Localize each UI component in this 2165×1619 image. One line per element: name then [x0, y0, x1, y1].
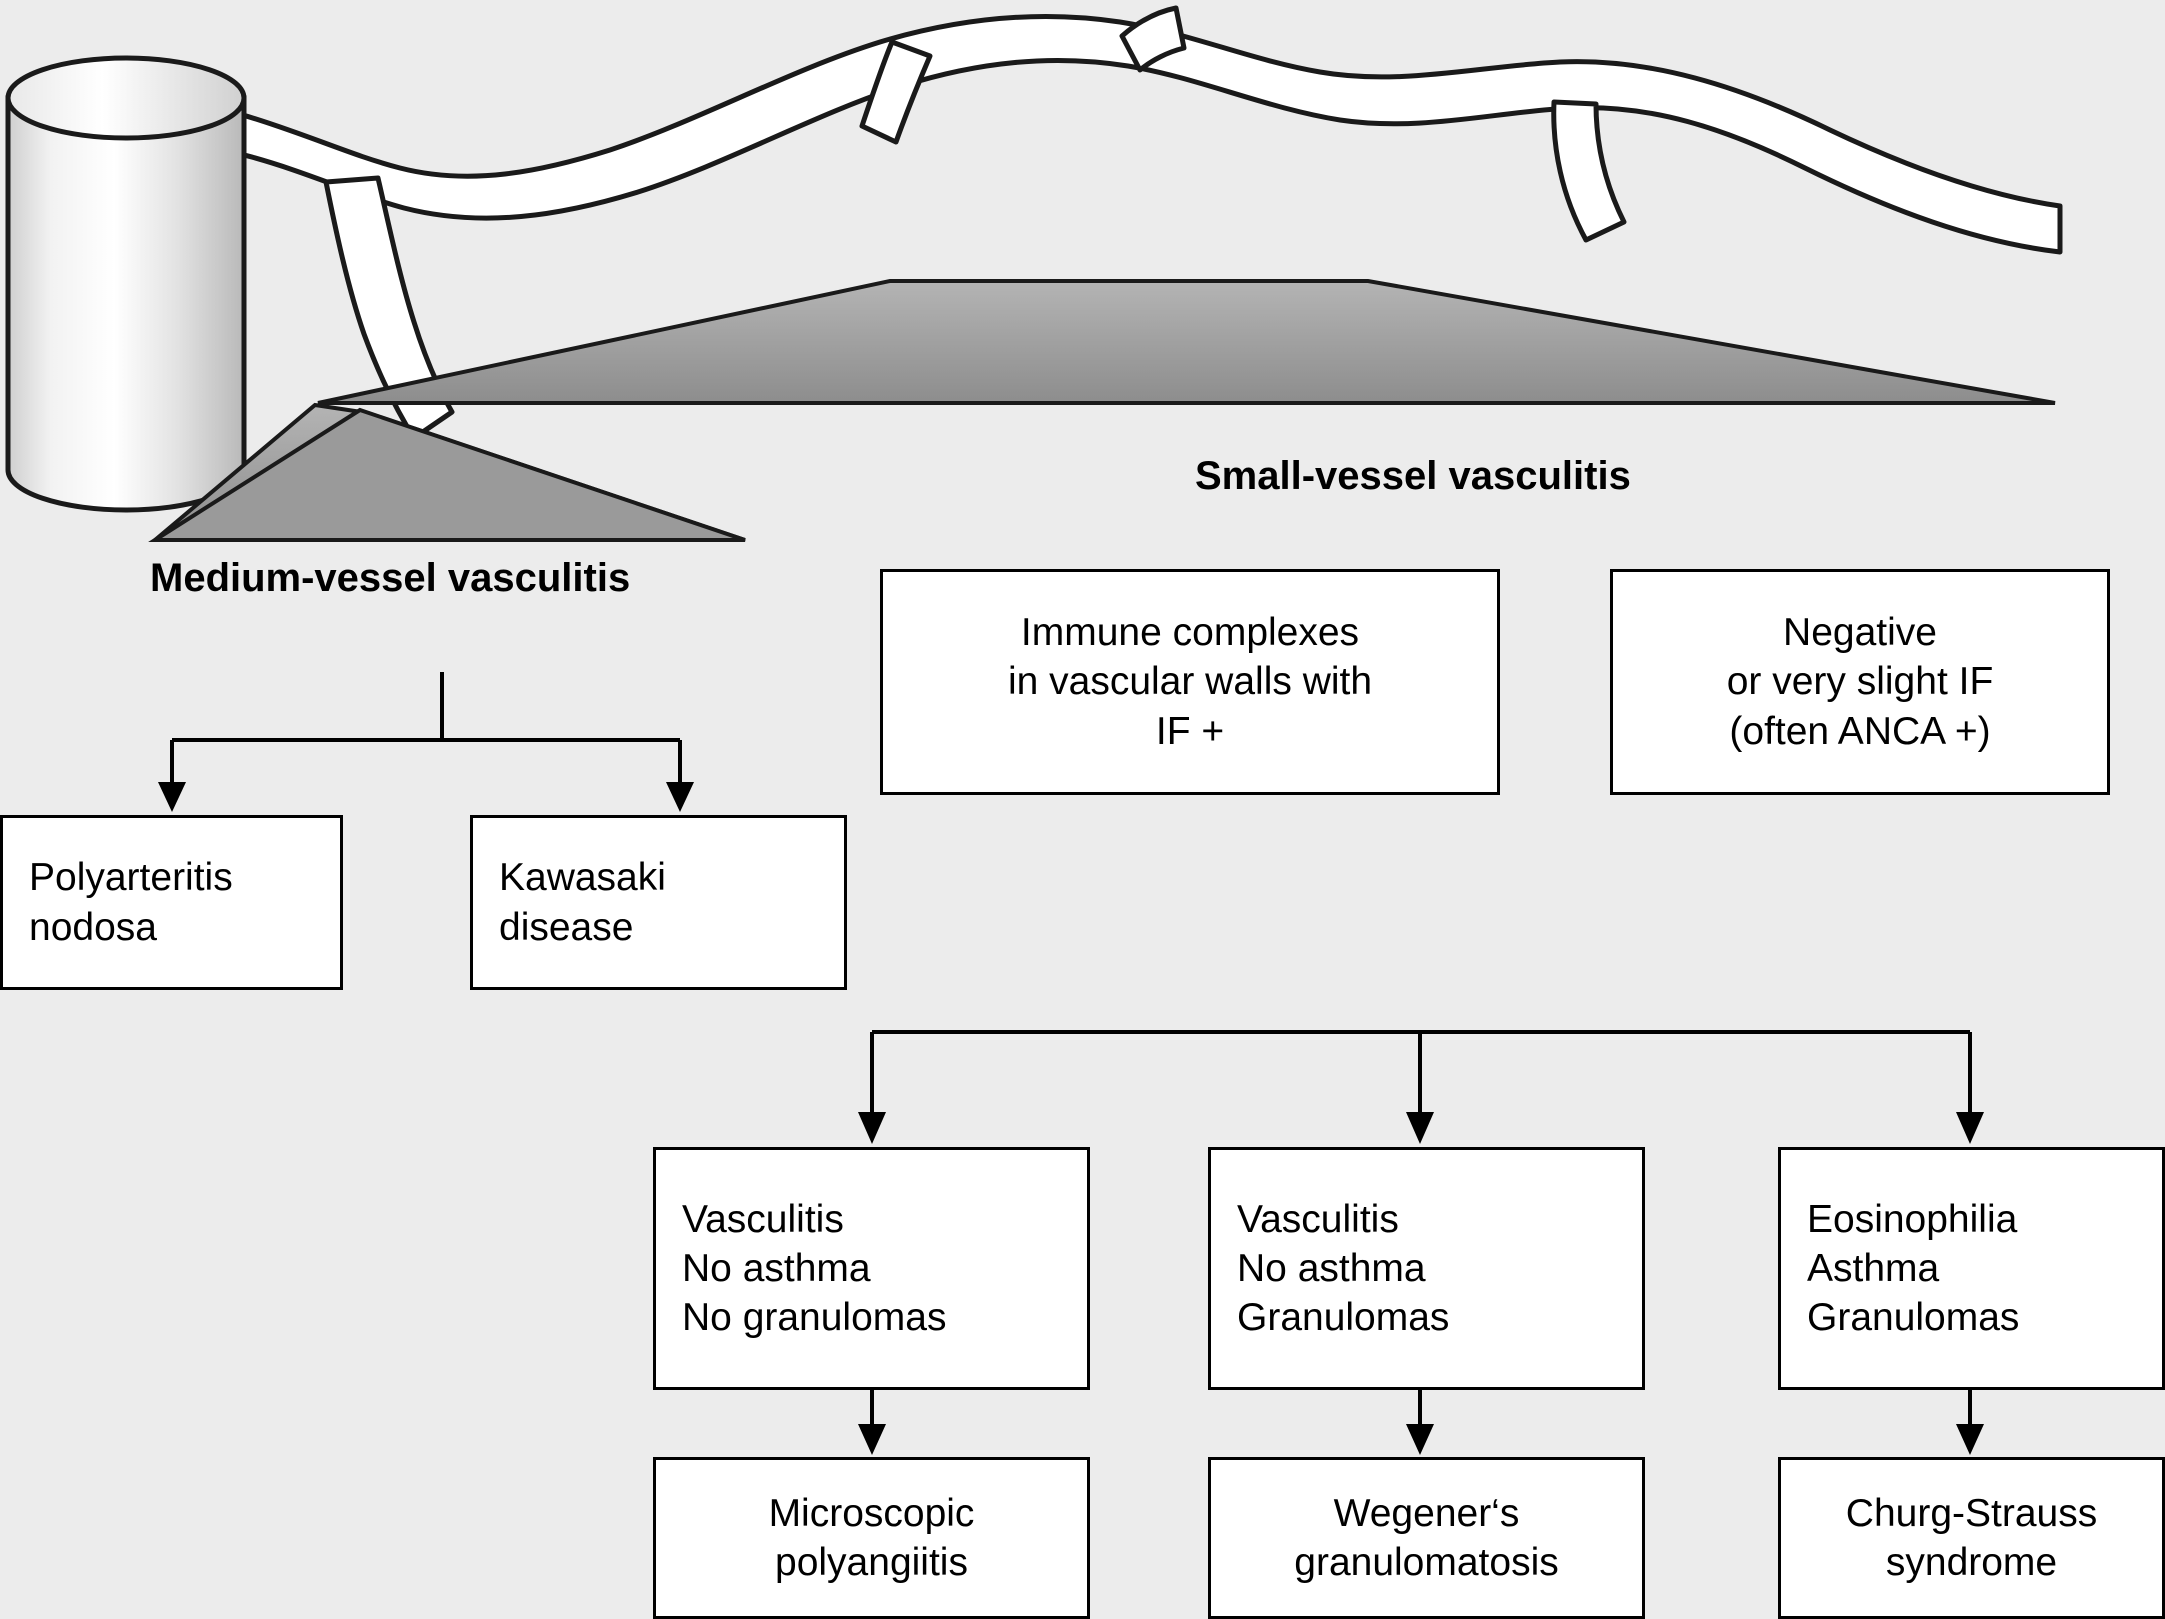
box-criteria-wegener-line3: Granulomas [1237, 1296, 1450, 1340]
arrowhead-churg [1956, 1424, 1984, 1455]
medium-vessel-vasculitis-label: Medium-vessel vasculitis [150, 556, 631, 600]
box-kawasaki-disease-line2: disease [499, 905, 634, 949]
arrowhead-wegener [1406, 1424, 1434, 1455]
medium-vessel-wedge-peak [155, 410, 745, 540]
box-immune-complexes [880, 569, 1500, 795]
box-criteria-wegener-line2: No asthma [1237, 1246, 1426, 1290]
box-criteria-churg-line2: Asthma [1807, 1246, 1940, 1290]
medium-vessel-wedge [155, 405, 745, 540]
box-criteria-microscopic-polyangiitis [653, 1147, 1090, 1390]
box-polyarteritis-nodosa-line2: nodosa [29, 905, 157, 949]
arrowhead-criteria-3 [1956, 1112, 1984, 1144]
box-criteria-churg-strauss [1778, 1147, 2165, 1390]
arrowhead-polyarteritis [158, 782, 186, 812]
arrowhead-mpa [858, 1424, 886, 1455]
vessel-tree-icon [150, 8, 2060, 438]
box-churg-strauss-line2: syndrome [1885, 1541, 2058, 1584]
arrowhead-kawasaki [666, 782, 694, 812]
arrowhead-criteria-1 [858, 1112, 886, 1144]
small-vessel-wedge [318, 281, 2055, 403]
box-criteria-wegener [1208, 1147, 1645, 1390]
box-negative-if-line3: (often ANCA +) [1729, 709, 1991, 753]
box-negative-if-line2: or very slight IF [1726, 660, 1994, 704]
box-wegener-granulomatosis-line2: granulomatosis [1294, 1541, 1559, 1584]
box-criteria-wegener-line1: Vasculitis [1237, 1197, 1399, 1241]
box-churg-strauss-line1: Churg-Strauss [1845, 1491, 2098, 1535]
arrowhead-criteria-2 [1406, 1112, 1434, 1144]
box-microscopic-polyangiitis [653, 1457, 1090, 1619]
large-vessel-cylinder-icon [8, 58, 244, 510]
box-immune-complexes-line3: IF + [1155, 709, 1225, 753]
box-microscopic-polyangiitis-line2: polyangiitis [775, 1541, 968, 1584]
box-criteria-mpa-line1: Vasculitis [682, 1197, 844, 1241]
box-polyarteritis-nodosa [0, 815, 343, 990]
box-churg-strauss-syndrome [1778, 1457, 2165, 1619]
box-criteria-churg-line3: Granulomas [1807, 1296, 2020, 1340]
box-polyarteritis-nodosa-line1: Polyarteritis [29, 856, 233, 900]
box-immune-complexes-line1: Immune complexes [1020, 611, 1360, 655]
box-negative-if-line1: Negative [1783, 611, 1937, 655]
box-immune-complexes-line2: in vascular walls with [1007, 660, 1373, 704]
box-negative-if [1610, 569, 2110, 795]
small-vessel-vasculitis-label: Small-vessel vasculitis [1195, 454, 1631, 498]
box-wegener-granulomatosis-line1: Wegener‘s [1333, 1491, 1520, 1535]
box-criteria-mpa-line3: No granulomas [682, 1296, 947, 1340]
box-kawasaki-disease [470, 815, 847, 990]
box-kawasaki-disease-line1: Kawasaki [499, 856, 666, 900]
box-criteria-churg-line1: Eosinophilia [1807, 1197, 2018, 1241]
box-wegener-granulomatosis [1208, 1457, 1645, 1619]
box-criteria-mpa-line2: No asthma [682, 1246, 871, 1290]
box-microscopic-polyangiitis-line1: Microscopic [768, 1491, 975, 1535]
